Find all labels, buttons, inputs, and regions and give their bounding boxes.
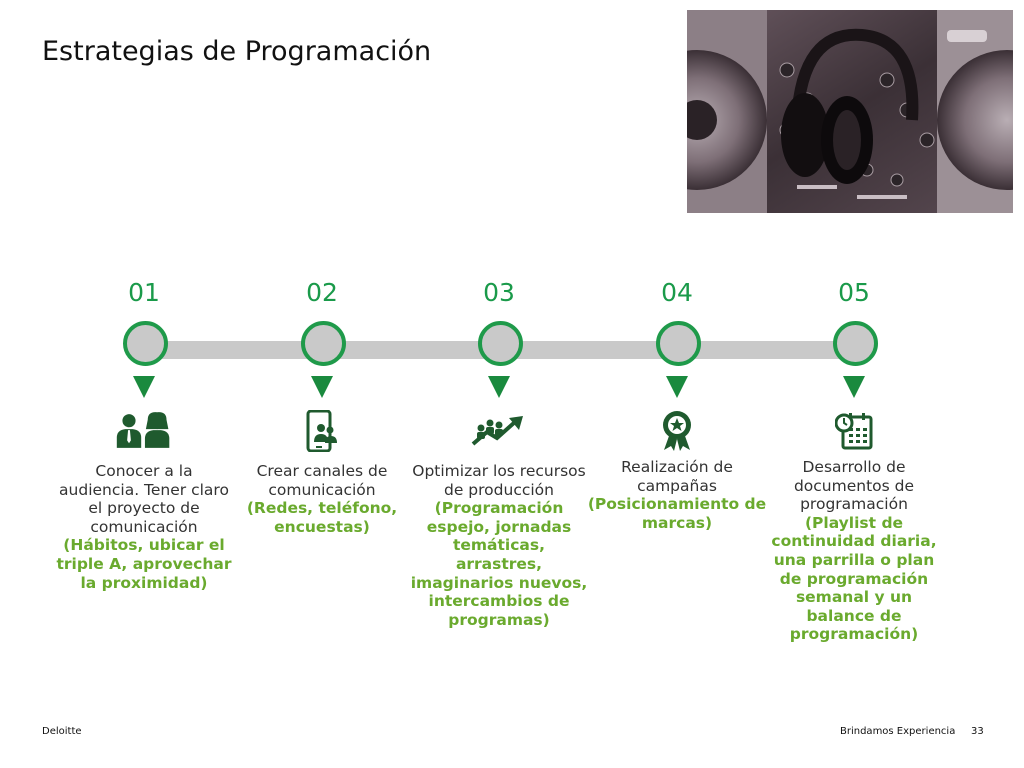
award-icon: [647, 410, 707, 452]
timeline-node: [301, 321, 346, 366]
down-arrow-icon: [133, 376, 155, 398]
step-number: 03: [483, 278, 515, 307]
step-number: 01: [128, 278, 160, 307]
step-number: 02: [306, 278, 338, 307]
step-highlight: (Redes, teléfono, encuestas): [246, 499, 398, 536]
mobile-contacts-icon: [292, 410, 352, 452]
step-description: [764, 458, 944, 644]
growth-team-icon: [469, 410, 529, 452]
timeline-node: [478, 321, 523, 366]
footer-brand: Deloitte: [42, 726, 82, 737]
step-text: Desarrollo de documentos de programación: [793, 458, 915, 514]
page-title: Estrategias de Programación: [42, 36, 432, 67]
schedule-icon: [824, 410, 884, 452]
step-description: [232, 462, 412, 536]
step-description: [54, 462, 234, 592]
down-arrow-icon: [666, 376, 688, 398]
step-number: 05: [838, 278, 870, 307]
step-highlight: (Hábitos, ubicar el triple A, aprovechar la proximidad): [56, 536, 232, 592]
footer-tagline: Brindamos Experiencia: [840, 726, 956, 737]
down-arrow-icon: [311, 376, 333, 398]
step-description: [409, 462, 589, 629]
step-number: 04: [661, 278, 693, 307]
step-text: Conocer a la audiencia. Tener claro el proyecto de comunicación: [59, 462, 229, 536]
page-number: 33: [971, 726, 984, 737]
timeline-node: [656, 321, 701, 366]
timeline-node: [123, 321, 168, 366]
timeline-node: [833, 321, 878, 366]
down-arrow-icon: [843, 376, 865, 398]
down-arrow-icon: [488, 376, 510, 398]
step-highlight: (Playlist de continuidad diaria, una parrilla o plan de programación semanal y un balance de programación): [771, 513, 937, 644]
step-description: [587, 458, 767, 532]
audience-icon: [114, 410, 174, 452]
strategy-timeline: [0, 270, 1024, 690]
step-text: Crear canales de comunicación: [256, 462, 388, 499]
step-highlight: (Posicionamiento de marcas): [587, 495, 767, 532]
step-text: Optimizar los recursos de producción: [412, 462, 586, 499]
dj-headphones-photo: [687, 10, 1013, 213]
step-text: Realización de campañas: [621, 458, 733, 495]
step-highlight: (Programación espejo, jornadas temáticas, arrastres, imaginarios nuevos, intercambios de programas): [410, 499, 588, 629]
